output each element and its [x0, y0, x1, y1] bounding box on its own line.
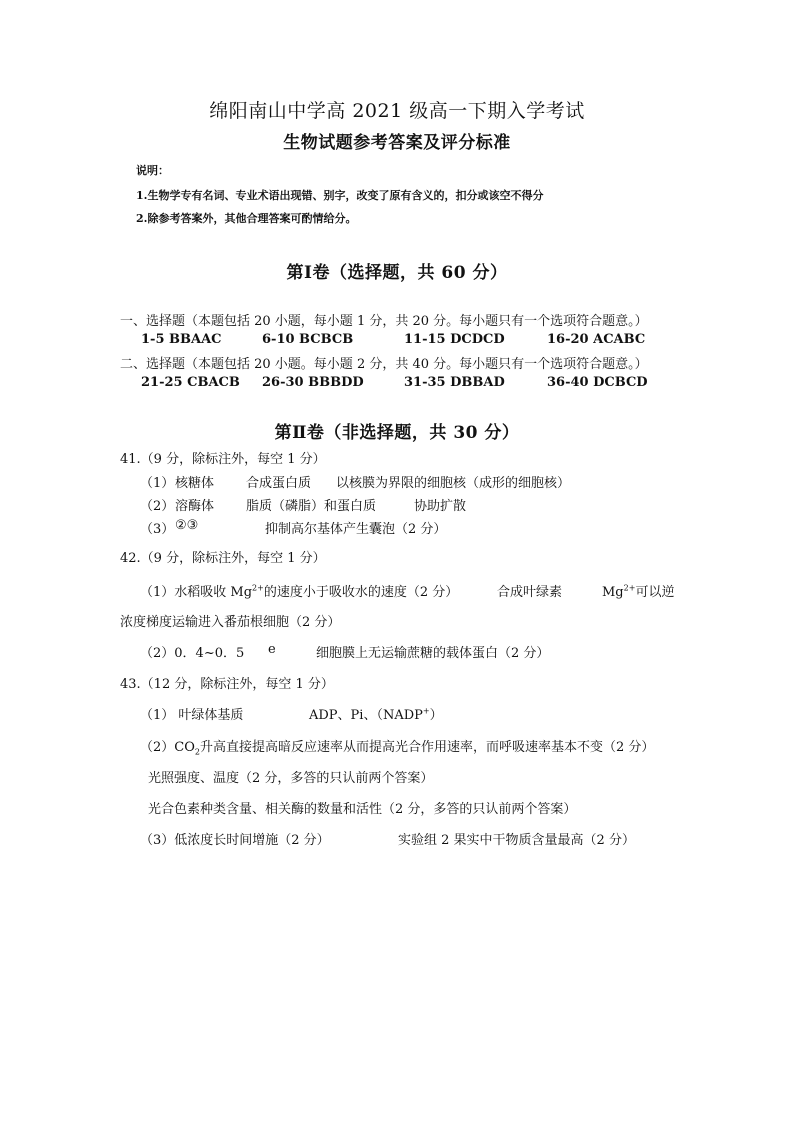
q42-header: 42.（9 分，除标注外，每空 1 分）: [120, 551, 326, 566]
q43-line1-b: ADP、Pi、（NADP+）: [309, 706, 443, 723]
q41-line3-b: 抑制高尔基体产生囊泡（2 分）: [265, 522, 447, 537]
q41-line2-c: 协助扩散: [414, 499, 467, 514]
section1-answer-2: 6-10 BCBCB: [262, 332, 354, 347]
q43-line3: 光照强度、温度（2 分，多答的只认前两个答案）: [148, 771, 434, 786]
q43-line5-a: （3）低浓度长时间增施（2 分）: [140, 833, 330, 848]
section1-answer-4: 16-20 ACABC: [547, 332, 646, 347]
q41-line3-a: ②③: [175, 518, 199, 533]
q41-line3-num: （3）: [140, 522, 175, 537]
section2-description: 二、选择题（本题包括 20 小题。每小题 2 分，共 40 分。每小题只有一个选项符合题意。）: [120, 357, 648, 372]
part2-heading: 第Ⅱ卷（非选择题，共 30 分）: [274, 423, 520, 443]
notes-label: 说明：: [136, 164, 169, 177]
section1-description: 一、选择题（本题包括 20 小题，每小题 1 分，共 20 分。每小题只有一个选项符合题意。）: [120, 314, 648, 329]
q43-header: 43.（12 分，除标注外，每空 1 分）: [120, 677, 334, 692]
q41-line1-c: 以核膜为界限的细胞核（成形的细胞核）: [336, 476, 571, 491]
q43-line1-a: （1） 叶绿体基质: [140, 708, 244, 723]
q42-line2-b: e: [268, 642, 276, 657]
q42-line1-b: 合成叶绿素: [497, 585, 563, 600]
part1-heading: 第Ⅰ卷（选择题，共 60 分）: [286, 263, 508, 283]
q42-line2-a: （2）0．4~0．5: [140, 646, 245, 661]
q41-line1-b: 合成蛋白质: [246, 476, 312, 491]
section2-answer-3: 31-35 DBBAD: [404, 375, 505, 390]
q41-header: 41.（9 分，除标注外，每空 1 分）: [120, 452, 326, 467]
q41-line2-a: 溶酶体: [175, 499, 215, 514]
q43-line4: 光合色素种类含量、相关酶的数量和活性（2 分，多答的只认前两个答案）: [148, 802, 577, 817]
q42-line1-a: （1）水稻吸收 $Mg^{2+}$的速度小于吸收水的速度（2 分）: [140, 583, 459, 600]
q42-line2-c: 细胞膜上无运输蔗糖的载体蛋白（2 分）: [316, 646, 550, 661]
q41-line2-b: 脂质（磷脂）和蛋白质: [246, 499, 377, 514]
q41-line2-num: （2）: [140, 499, 175, 514]
q43-line2: $(2)CO_2$升高直接提高暗反应速率从而提高光合作用速率，而呼吸速率基本不变（2 分）: [140, 740, 655, 757]
section2-answer-1: 21-25 CBACB: [141, 375, 240, 390]
q41-line1-a: 核糖体: [175, 476, 215, 491]
q42-line1-continued: 浓度梯度运输进入番茄根细胞（2 分）: [120, 615, 341, 630]
section1-answer-3: 11-15 DCDCD: [404, 332, 505, 347]
page-subtitle: 生物试题参考答案及评分标准: [283, 133, 511, 153]
q42-line1-c: $Mg^{2+}$可以逆: [602, 583, 675, 600]
page-title: 绵阳南山中学高 2021 级高一下期入学考试: [209, 100, 585, 122]
section2-answer-4: 36-40 DCBCD: [547, 375, 648, 390]
note-item-1: 1.生物学专有名词、专业术语出现错、别字，改变了原有含义的，扣分或该空不得分: [136, 189, 544, 202]
q41-line1-num: （1）: [140, 476, 175, 491]
section2-answer-2: 26-30 BBBDD: [262, 375, 364, 390]
note-item-2: 2.除参考答案外，其他合理答案可酌情给分。: [136, 212, 357, 225]
section1-answer-1: 1-5 BBAAC: [141, 332, 222, 347]
q43-line5-b: 实验组 2 果实中干物质含量最高（2 分）: [398, 833, 635, 848]
